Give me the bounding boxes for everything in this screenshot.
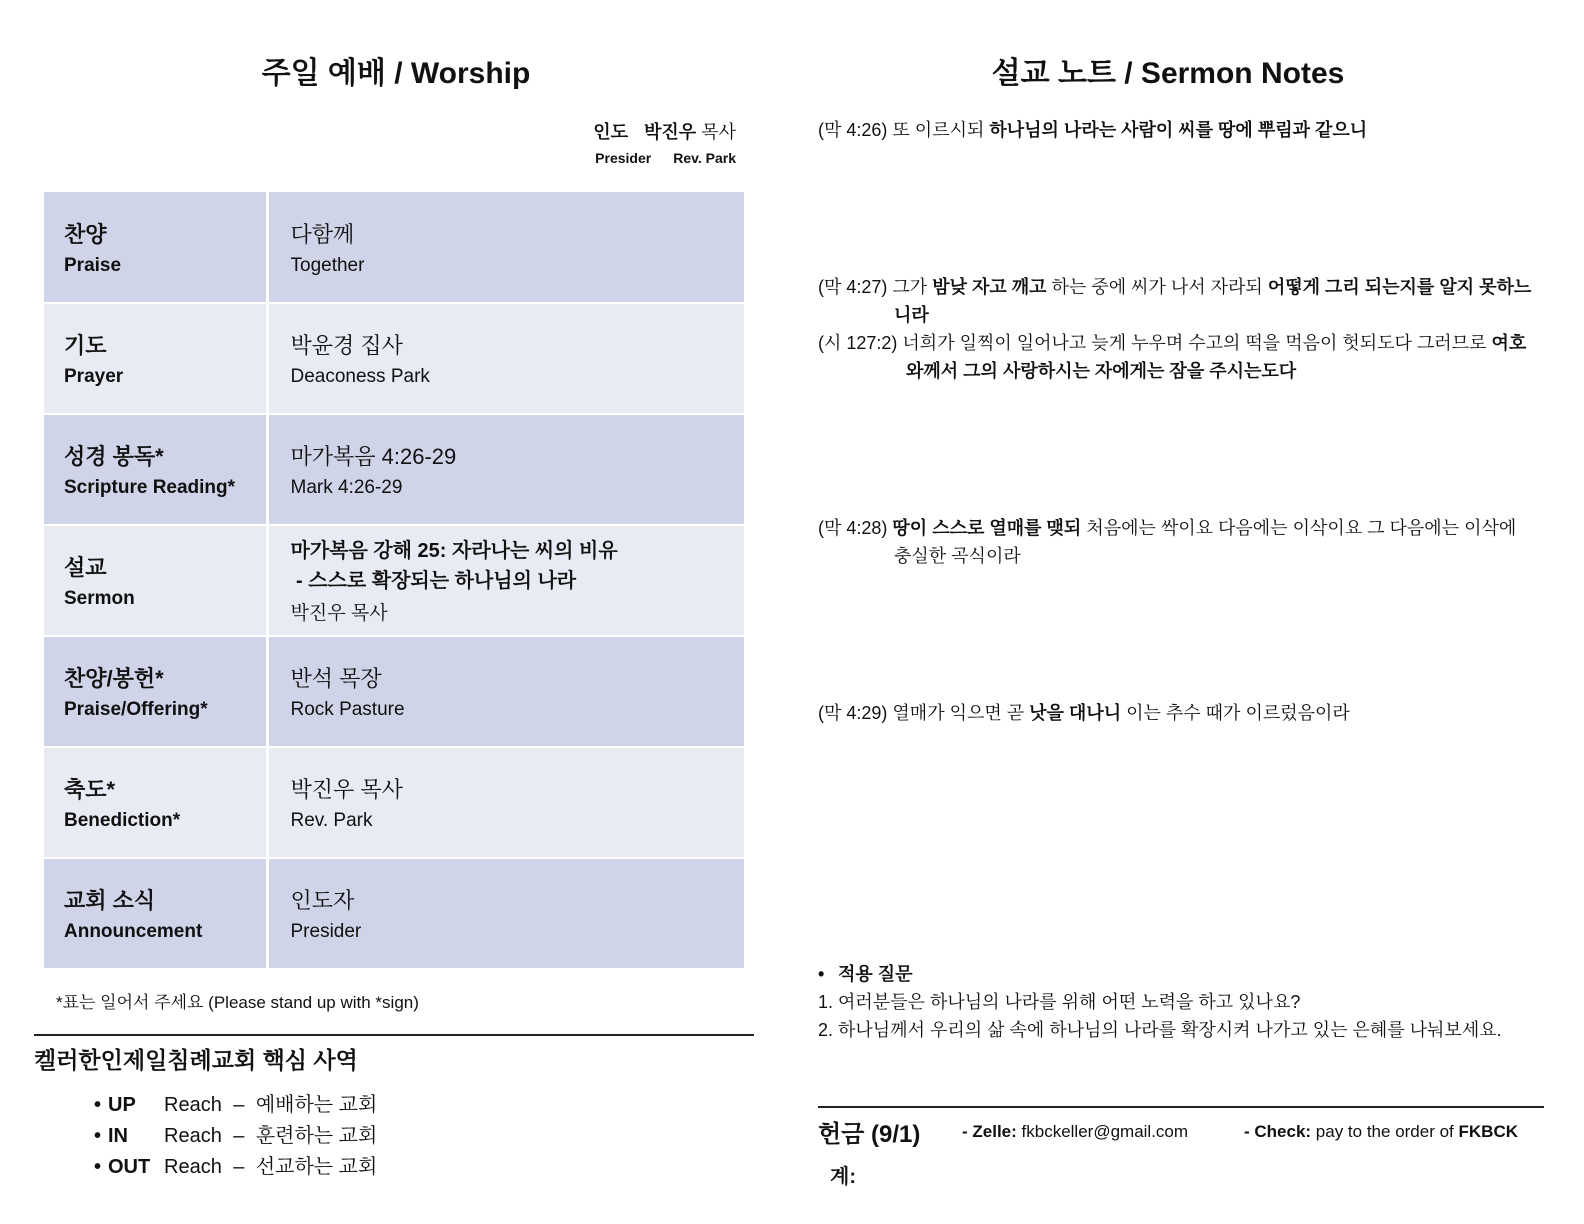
verse-emphasis: 낫을 대나니 <box>1029 703 1122 723</box>
order-row-benediction <box>44 747 744 858</box>
offering-title: 헌금 (9/1) <box>818 1121 921 1148</box>
verse-ref: (막 4:29) <box>818 703 888 723</box>
presider-label-en: Presider <box>595 150 652 166</box>
verse-text: 이는 추수 때가 이르렀음이라 <box>1121 703 1350 723</box>
order-row-scripture <box>44 414 744 525</box>
ministry-reach: Reach <box>164 1156 222 1178</box>
order-value-ko: 인도자 <box>290 888 355 913</box>
verse-emphasis: 밤낮 자고 깨고 <box>932 277 1047 297</box>
zelle-email: fkbckeller@gmail.com <box>1016 1122 1189 1141</box>
order-value-ko: 다함께 <box>290 221 355 247</box>
bullet-icon: • <box>94 1156 102 1178</box>
offering-section <box>818 1114 1558 1148</box>
check-label: - Check: <box>1244 1122 1312 1141</box>
sermon-title-line2: - 스스로 확장되는 하나님의 나라 <box>290 570 577 592</box>
verse-mark-4-27 <box>818 273 1538 329</box>
order-value-en: Rev. Park <box>290 810 373 831</box>
ministry-tag: OUT <box>108 1156 151 1178</box>
order-value-en: Presider <box>290 921 362 942</box>
verse-mark-4-29 <box>818 699 1350 727</box>
order-row-announcement <box>44 858 744 969</box>
order-value-en: Together <box>290 254 365 276</box>
bullet-icon: • <box>94 1094 102 1116</box>
ministry-dash: – <box>233 1156 245 1178</box>
order-value-en: Mark 4:26-29 <box>290 477 403 498</box>
order-value-ko: 마가복음 4:26-29 <box>290 444 457 469</box>
presider-info <box>593 118 736 166</box>
order-label-ko: 기도 <box>64 333 107 358</box>
order-value-en: Rock Pasture <box>290 699 405 720</box>
order-label-en: Announcement <box>64 921 203 942</box>
order-value-ko: 박진우 목사 <box>290 777 403 802</box>
verse-psalm-127-2 <box>818 329 1538 385</box>
worship-title: 주일 예배 / Worship <box>261 57 531 90</box>
presider-name-en: Rev. Park <box>673 150 736 166</box>
divider <box>818 1106 1544 1108</box>
check-text: pay to the order of <box>1311 1122 1459 1141</box>
ministry-desc: 선교하는 교회 <box>255 1156 378 1178</box>
order-label-ko: 찬양 <box>64 221 107 247</box>
ministry-desc: 예배하는 교회 <box>255 1094 378 1116</box>
order-label-en: Praise <box>64 254 122 276</box>
order-of-service-table <box>44 192 744 970</box>
ministry-list <box>94 1090 377 1183</box>
order-label-ko: 축도* <box>64 777 116 802</box>
order-label-en: Praise/Offering* <box>64 699 208 720</box>
worship-panel <box>34 0 758 1224</box>
questions-heading: 적용 질문 <box>838 964 913 984</box>
verse-emphasis: 하나님의 나라는 사람이 씨를 땅에 뿌림과 같으니 <box>989 120 1368 140</box>
order-label-en: Prayer <box>64 366 124 387</box>
sermon-notes-title: 설교 노트 / Sermon Notes <box>991 57 1345 90</box>
check-info <box>1244 1122 1518 1142</box>
verse-text: 처음에는 싹이요 다음에는 이삭이요 그 다음에는 이삭에 충실한 곡식이라 <box>894 518 1517 566</box>
sermon-title-line1: 마가복음 강해 25: 자라나는 씨의 비유 <box>290 540 618 562</box>
verse-text: 하는 중에 씨가 나서 자라되 <box>1046 277 1268 297</box>
ministry-tag: IN <box>108 1125 128 1147</box>
ministry-reach: Reach <box>164 1125 222 1147</box>
order-row-praise <box>44 192 744 303</box>
divider <box>34 1034 754 1036</box>
order-label-en: Benediction* <box>64 810 181 831</box>
verse-text: 열매가 익으면 곧 <box>887 703 1030 723</box>
verse-ref: (막 4:26) <box>818 120 888 140</box>
verse-emphasis: 땅이 스스로 열매를 맺되 <box>887 518 1082 538</box>
zelle-label: - Zelle: <box>962 1122 1017 1141</box>
order-row-offering <box>44 636 744 747</box>
bullet-icon: • <box>94 1125 102 1147</box>
presider-label-ko: 인도 <box>593 122 629 142</box>
order-value-ko: 박윤경 집사 <box>290 333 403 358</box>
list-item <box>94 1090 377 1121</box>
ministry-dash: – <box>233 1094 245 1116</box>
order-label-ko: 찬양/봉헌* <box>64 666 164 691</box>
verse-ref: (막 4:28) <box>818 518 888 538</box>
ministry-desc: 훈련하는 교회 <box>255 1125 378 1147</box>
question-1: 1. 여러분들은 하나님의 나라를 위해 어떤 노력을 하고 있나요? <box>818 992 1301 1012</box>
verse-emphasis: 어떻게 그리 되는지를 알지 못하느니라 <box>894 277 1532 325</box>
zelle-info <box>962 1122 1188 1142</box>
ministry-reach: Reach <box>164 1094 222 1116</box>
order-value-en: Deaconess Park <box>290 366 430 387</box>
presider-name-ko: 박진우 <box>644 122 697 142</box>
order-value-ko: 반석 목장 <box>290 666 382 691</box>
order-label-ko: 설교 <box>64 555 107 580</box>
order-label-en: Sermon <box>64 588 135 609</box>
verse-mark-4-28 <box>818 514 1538 570</box>
verse-text: 너희가 일찍이 일어나고 늦게 누우며 수고의 떡을 먹음이 헛되도다 그러므로 <box>897 333 1492 353</box>
sermon-notes-panel <box>818 0 1558 1224</box>
order-label-en: Scripture Reading* <box>64 477 236 498</box>
application-questions <box>818 960 1502 1044</box>
order-label-ko: 성경 봉독* <box>64 444 164 469</box>
stand-footnote: *표는 일어서 주세요 (Please stand up with *sign) <box>56 993 419 1012</box>
verse-text: 또 이르시되 <box>887 120 990 140</box>
verse-text: 그가 <box>887 277 933 297</box>
sermon-speaker: 박진우 목사 <box>290 603 388 624</box>
ministry-tag: UP <box>108 1094 136 1116</box>
order-row-sermon <box>44 525 744 636</box>
offering-total-label: 계: <box>830 1166 856 1188</box>
bullet-icon: • <box>818 964 825 984</box>
presider-title-ko: 목사 <box>701 122 736 142</box>
list-item <box>94 1152 377 1183</box>
ministry-dash: – <box>233 1125 245 1147</box>
list-item <box>94 1121 377 1152</box>
question-2: 2. 하나님께서 우리의 삶 속에 하나님의 나라를 확장시켜 나가고 있는 은혜를 나눠보세요. <box>818 1020 1502 1040</box>
verse-ref: (시 127:2) <box>818 333 898 353</box>
check-payee: FKBCK <box>1458 1122 1518 1141</box>
order-label-ko: 교회 소식 <box>64 888 156 913</box>
verse-emphasis: 여호와께서 그의 사랑하시는 자에게는 잠을 주시는도다 <box>906 333 1527 381</box>
verse-mark-4-26 <box>818 116 1367 144</box>
verse-ref: (막 4:27) <box>818 277 888 297</box>
order-row-prayer <box>44 303 744 414</box>
ministry-title: 켈러한인제일침례교회 핵심 사역 <box>34 1047 358 1073</box>
